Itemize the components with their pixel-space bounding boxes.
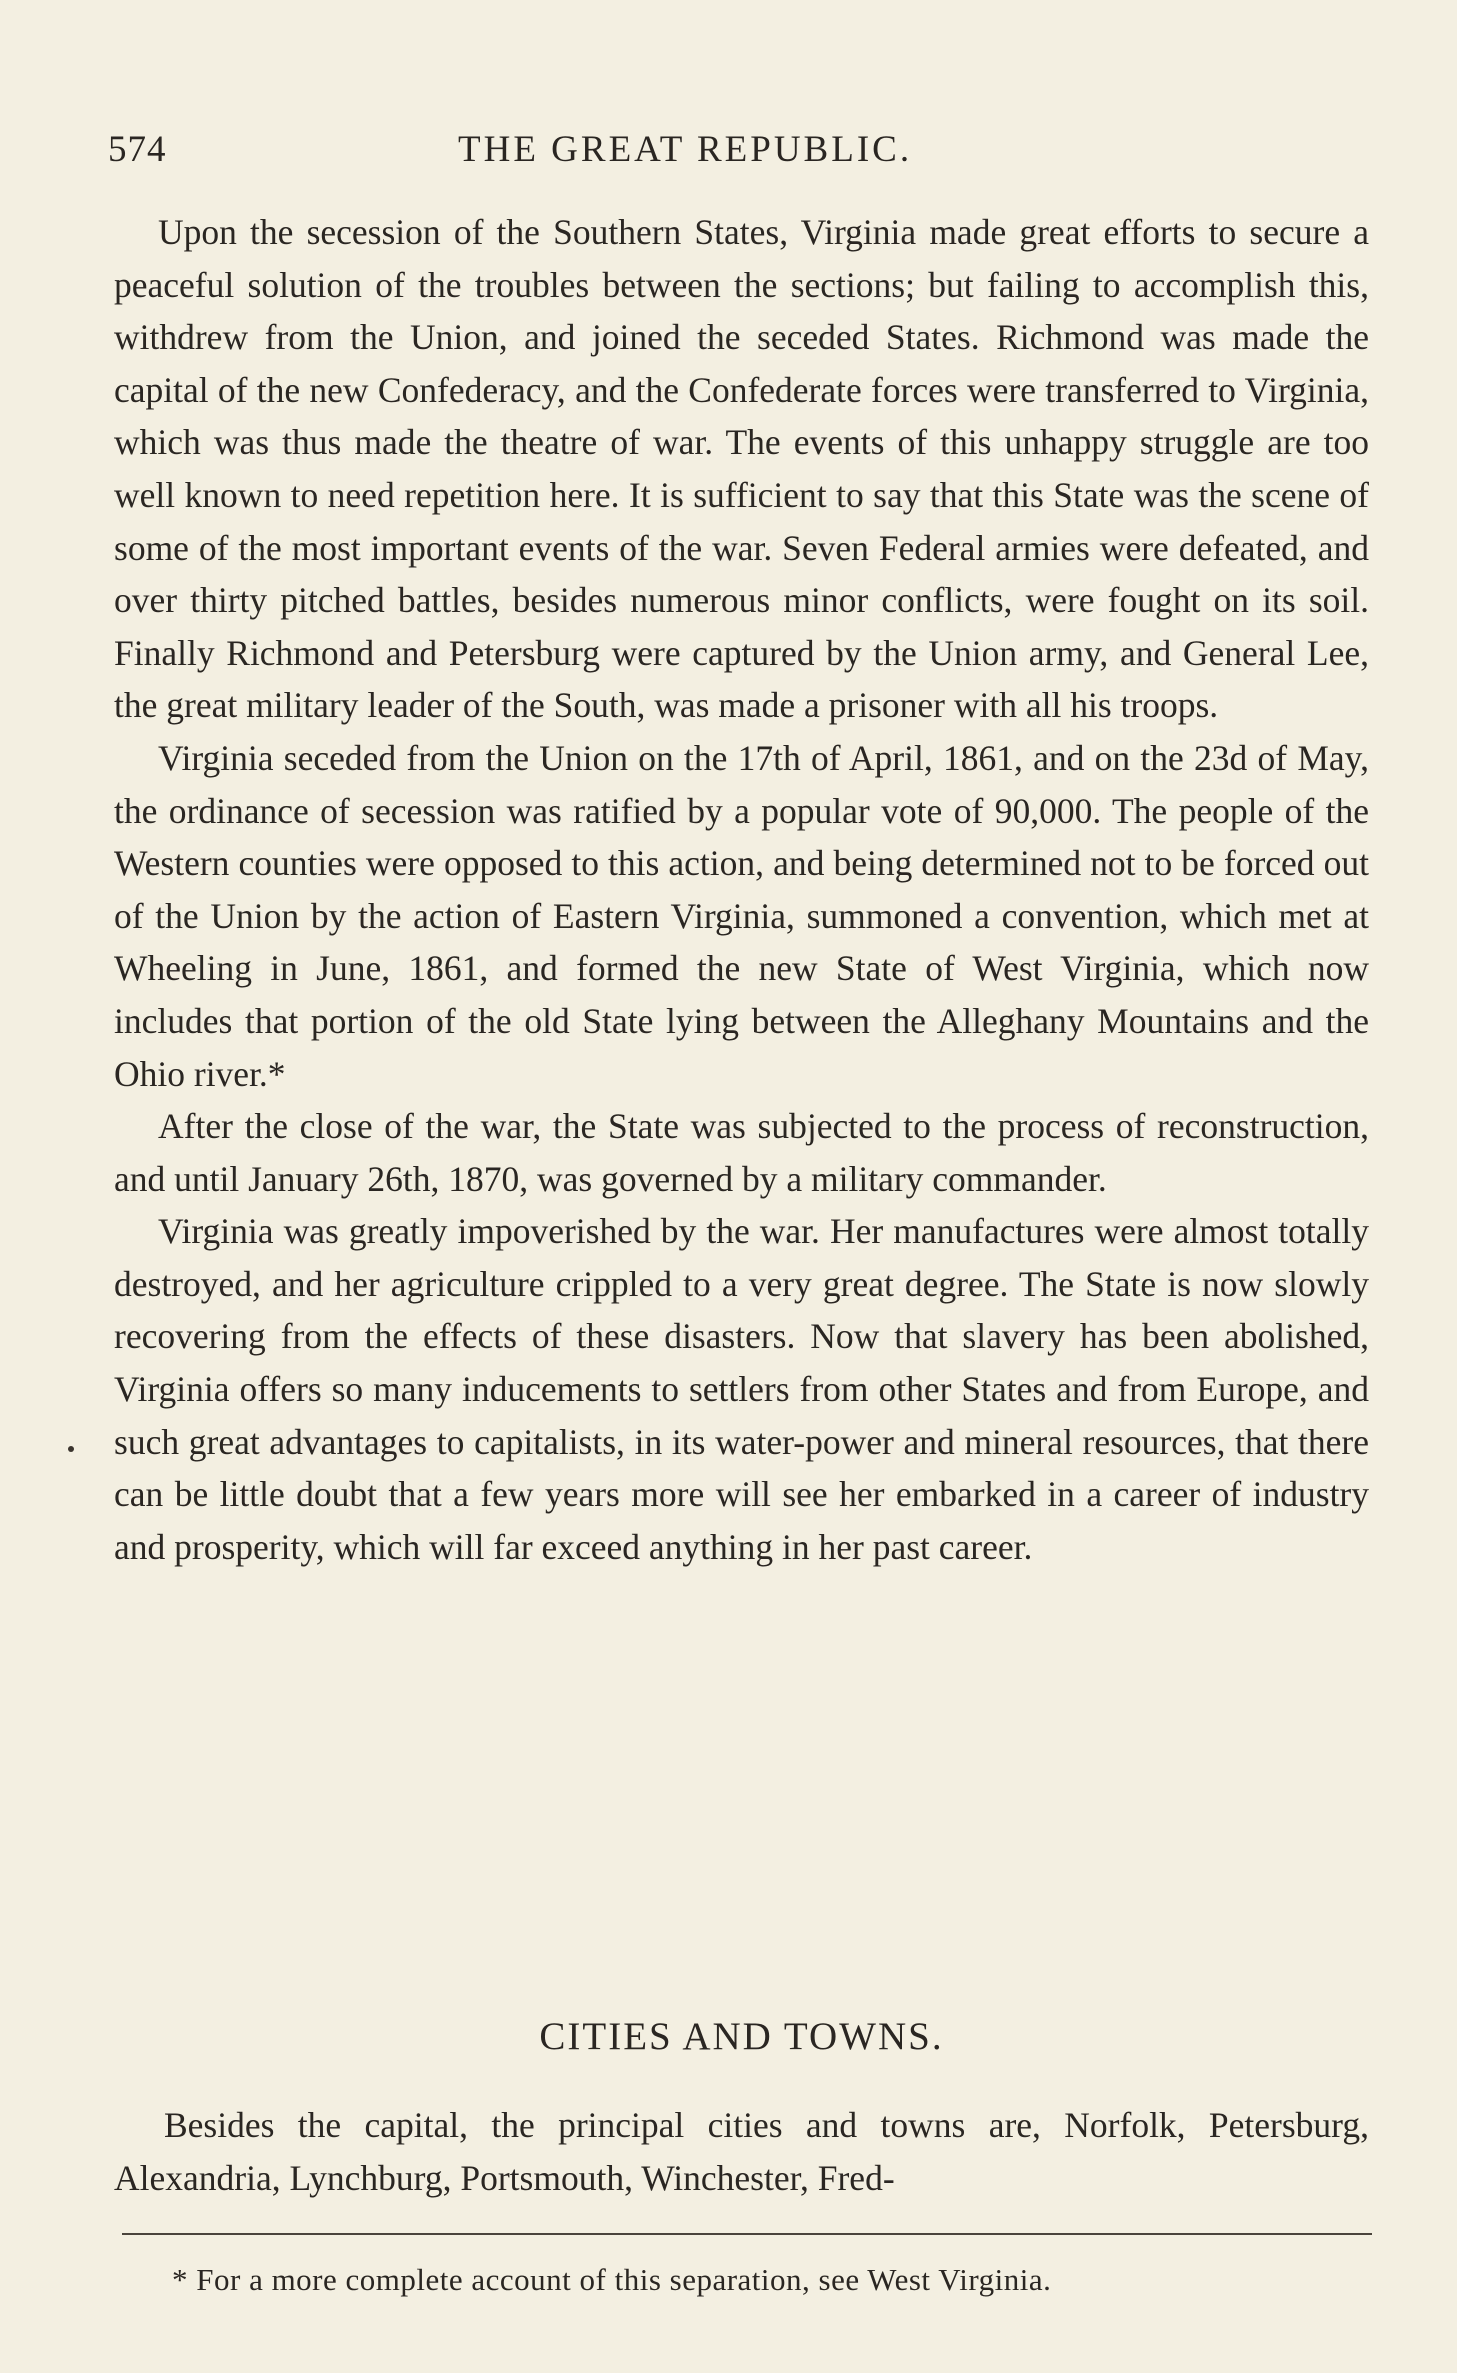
running-head (108, 128, 1378, 178)
section-paragraph: Besides the capital, the principal cities and towns are, Norfolk, Petersburg, Alexandria, Lynchburg, Portsmouth, Winchester, Fred- (114, 2105, 1369, 2198)
paragraph-reconstruction: After the close of the war, the State was subjected to the process of reconstruction, and until January 26th, 1870, was governed by a military commander. (114, 1106, 1369, 1199)
paragraph-secession: Upon the secession of the Southern States, Virginia made great efforts to secure a peaceful solution of the troubles between the sections; but failing to accomplish this, withdrew from the Union, and joined the seceded States. Richmond was made the capital of the new Confederacy, and the Confederate forces were transferred to Virginia, which was thus made the theatre of war. The events of this unhappy struggle are too well known to need repetition here. It is sufficient to say that this State was the scene of some of the most important events of the war. Seven Federal armies were defeated, and over thirty pitched battles, besides numerous minor conflicts, were fought on its soil. Finally Richmond and Petersburg were captured by the Union army, and General Lee, the great military leader of the South, was made a prisoner with all his troops. (114, 212, 1369, 726)
page-number: 574 (108, 129, 167, 170)
paragraph-west-virginia: Virginia seceded from the Union on the 17th of April, 1861, and on the 23d of May, the ordinance of secession was ratified by a popular vote of 90,000. The people of the Western counties were opposed to this action, and being determined not to be forced out of the Union by the action of Eastern Virginia, summoned a convention, which met at Wheeling in June, 1861, and formed the new State of West Virginia, which now includes that portion of the old State lying between the Alleghany Mountains and the Ohio river.* (114, 737, 1369, 1094)
body-text (114, 206, 1369, 1573)
section-heading: CITIES AND TOWNS. (539, 2015, 944, 2058)
running-title: THE GREAT REPUBLIC. (458, 129, 913, 170)
footnote-rule (122, 2233, 1372, 2235)
margin-mark (68, 1446, 74, 1452)
footnote: * For a more complete account of this separation, see West Virginia. (172, 2262, 1052, 2297)
paragraph-impoverished: Virginia was greatly impoverished by the war. Her manufactures were almost totally destroyed, and her agriculture crippled to a very great degree. The State is now slowly recovering from the effects of these disasters. Now that slavery has been abolished, Virginia offers so many inducements to settlers from other States and from Europe, and such great advantages to capitalists, in its water-power and mineral resources, that there can be little doubt that a few years more will see her embarked in a career of industry and prosperity, which will far exceed anything in her past career. (114, 1211, 1369, 1567)
